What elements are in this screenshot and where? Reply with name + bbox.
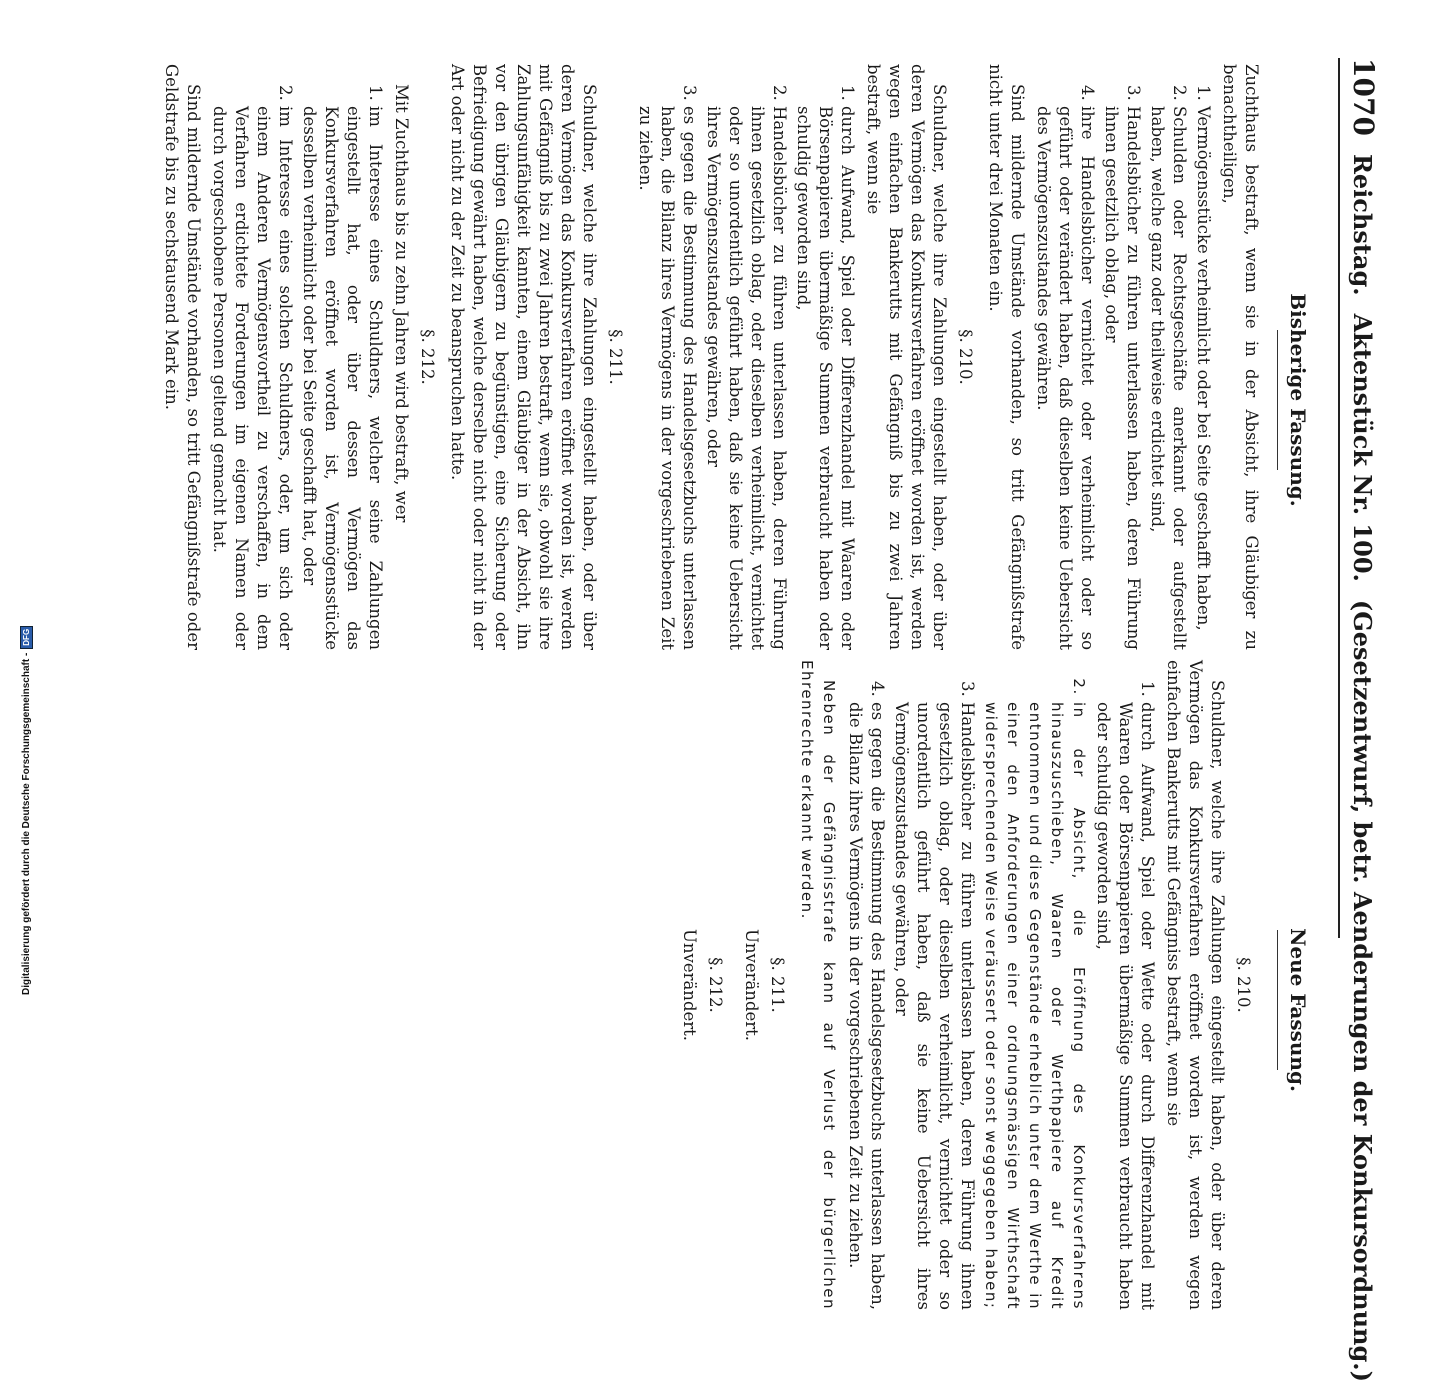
list-item: 2. Schulden oder Rechtsgeschäfte anerkannt oder aufgestellt haben, welche ganz oder theilweise erdichtet sind, xyxy=(1146,106,1190,650)
new-section-210-list xyxy=(844,660,1158,1310)
list-item: 2. im Interesse eines solchen Schuldners, oder, um sich oder einem Anderen Vermögensvortheil zu verschaffen, in dem Verfahren erdichtete Forderungen im eigenen Namen oder durch vorgeschobene Personen geltend gemacht hat. xyxy=(208,106,296,650)
list-item: 1. im Interesse eines Schuldners, welcher seine Zahlungen eingestellt hat, oder über dessen Vermögen das Konkursverfahren eröffnet worden ist, Vermögensstücke desselben verheimlicht oder bei Seite geschafft hat, oder xyxy=(298,106,386,650)
old-section-211-title: §. 211. xyxy=(606,329,625,385)
publication-name: Reichstag. xyxy=(1348,153,1377,296)
old-section-210-title: §. 210. xyxy=(956,329,975,385)
document-number: Aktenstück Nr. 100. xyxy=(1348,313,1377,582)
running-header xyxy=(1340,58,1380,1382)
new-section-211-status: Unverändert. xyxy=(742,928,761,1042)
new-section-210-intro: Schuldner, welche ihre Zahlungen eingestellt haben, oder über deren Vermögen das Konkursverfahren eröffnet worden ist, werden wegen einfachen Bankerutts mit Gefängniss bestraft, wenn sie xyxy=(1164,660,1227,1310)
new-section-210-title: §. 210. xyxy=(1234,957,1253,1013)
old-section-212-title: §. 212. xyxy=(418,329,437,385)
new-section-212-status: Unverändert. xyxy=(680,928,699,1042)
old-section-210-intro: Schuldner, welche ihre Zahlungen eingestellt haben, oder über deren Vermögen das Konkursverfahren eröffnet worden ist, werden wegen einfachen Bankerutts mit Gefängniß bis zu zwei Jahren bestraft, wenn sie xyxy=(864,64,949,650)
new-version-heading: Neue Fassung. xyxy=(1286,928,1310,1092)
old-section-210-list xyxy=(634,64,858,650)
new-section-211-title: §. 211. xyxy=(768,957,787,1013)
rotated-document-page xyxy=(25,0,1390,1382)
list-item: 4. es gegen die Bestimmung des Handelsgesetzbuchs unterlassen haben, die Bilanz ihres Vermögens in der vorgeschriebenen Zeit zu ziehen. xyxy=(844,702,888,1310)
document-subject: (Gesetzentwurf, betr. Aenderungen der Konkursordnung.) xyxy=(1348,599,1377,1382)
old-section-212-intro: Mit Zuchthaus bis zu zehn Jahren wird bestraft, wer xyxy=(392,84,411,523)
page-number: 1070 xyxy=(1347,58,1380,136)
new-section-210-closing: Neben der Gefängnisstrafe kann auf Verlust der bürgerlichen Ehrenrechte erkannt werden. xyxy=(798,660,838,1310)
dfg-logo: DFG xyxy=(20,626,33,649)
list-item: 4. ihre Handelsbücher vernichtet oder verheimlicht oder so geführt oder verändert haben, daß dieselben keine Uebersicht des Vermögenszustandes gewähren. xyxy=(1032,106,1098,650)
old-section-212-list xyxy=(208,64,386,650)
old-section-212-mitigating: Sind mildernde Umstände vorhanden, so tritt Gefängnißstrafe oder Geldstrafe bis zu sechstausend Mark ein. xyxy=(162,64,203,650)
list-item: 3. Handelsbücher zu führen unterlassen haben, deren Führung ihnen gesetzlich oblag, oder xyxy=(1100,106,1144,650)
new-version-column xyxy=(664,660,1262,1310)
old-heading-rule xyxy=(1277,330,1278,470)
digitization-credit xyxy=(20,626,33,995)
list-item: 1. durch Aufwand, Spiel oder Wette oder durch Differenzhandel mit Waaren oder Börsenpapieren übermäßige Summen verbraucht haben oder schuldig geworden sind, xyxy=(1092,702,1158,1310)
old-version-column xyxy=(156,64,1262,650)
old-section-211-text: Schuldner, welche ihre Zahlungen eingestellt haben, oder über deren Vermögen das Konkursverfahren eröffnet worden ist, werden mit Gefängniß bis zu zwei Jahren bestraft, wenn sie, obwohl sie ihre Zahlungsunfähigkeit kannten, einem Gläubiger in der Absicht, ihn vor den übrigen Gläubigern zu begünstigen, eine Sicherung oder Befriedigung gewährt haben, welche derselbe nicht oder nicht in der Art oder nicht zu der Zeit zu beanspruchen hatte. xyxy=(448,64,599,650)
old-intent-list xyxy=(1032,64,1214,650)
list-item: 2. Handelsbücher zu führen unterlassen haben, deren Führung ihnen gesetzlich oblag, oder dieselben verheimlicht, vernichtet oder so unordentlich geführt haben, daß sie keine Uebersicht ihres Vermögenszustandes gewähren, oder xyxy=(702,106,790,650)
credit-text: Digitalisierung gefördert durch die Deutsche Forschungsgemeinschaft - xyxy=(21,652,32,995)
old-intro-paragraph: Zuchthaus bestraft, wenn sie in der Absicht, ihre Gläubiger zu benachtheiligen, xyxy=(1220,64,1261,650)
list-item: 1. Vermögensstücke verheimlicht oder bei Seite geschafft haben, xyxy=(1192,106,1214,650)
list-item: 1. durch Aufwand, Spiel oder Differenzhandel mit Waaren oder Börsenpapieren übermäßige Summen verbraucht haben oder schuldig geworden sind, xyxy=(792,106,858,650)
new-section-212-title: §. 212. xyxy=(706,957,725,1013)
list-item: 3. es gegen die Bestimmung des Handelsgesetzbuchs unterlassen haben, die Bilanz ihres Vermögens in der vorgeschriebenen Zeit zu ziehen. xyxy=(634,106,700,650)
old-mitigating-paragraph: Sind mildernde Umstände vorhanden, so tritt Gefängnißstrafe nicht unter drei Monaten ein. xyxy=(986,64,1027,650)
list-item: 2. in der Absicht, die Eröffnung des Konkursverfahrens hinauszuschieben, Waaren oder Werthpapiere auf Kredit entnommen und diese Gegenstände erheblich unter dem Werthe in einer den Anforderungen einer ordnungsmässigen Wirthschaft widersprechenden Weise veräussert oder sonst weggegeben haben; xyxy=(980,702,1090,1310)
list-item: 3. Handelsbücher zu führen unterlassen haben, deren Führung ihnen gesetzlich oblag, oder dieselben verheimlicht, vernichtet oder so unordentlich geführt haben, daß sie keine Uebersicht ihres Vermögenszustandes gewähren, oder xyxy=(890,702,978,1310)
new-heading-rule xyxy=(1277,930,1278,1070)
header-rule xyxy=(1338,58,1340,938)
old-version-heading: Bisherige Fassung. xyxy=(1286,293,1310,507)
